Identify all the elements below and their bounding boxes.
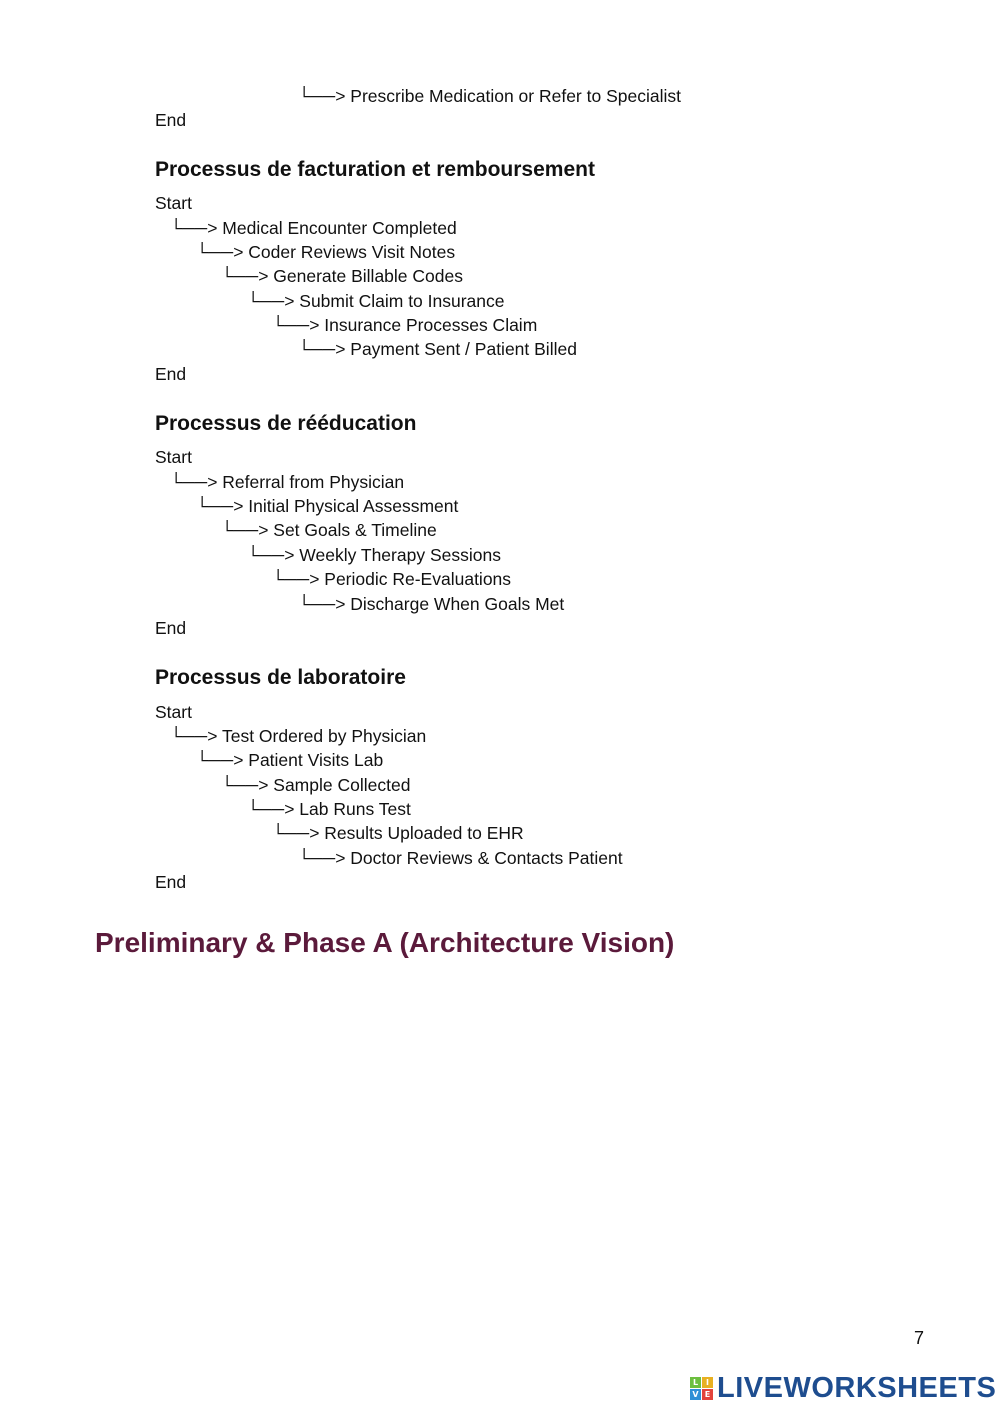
flow-step: └──> Coder Reviews Visit Notes bbox=[196, 242, 456, 262]
flow-step: └──> Set Goals & Timeline bbox=[221, 520, 437, 540]
flow-step: └──> Lab Runs Test bbox=[247, 799, 411, 819]
section-title-rehab: Processus de rééducation bbox=[155, 412, 417, 435]
logo-mark-icon bbox=[690, 1377, 713, 1400]
flow-step: └──> Results Uploaded to EHR bbox=[272, 823, 524, 843]
flow-step: └──> Patient Visits Lab bbox=[196, 750, 384, 770]
section-heading: Preliminary & Phase A (Architecture Vision) bbox=[95, 927, 675, 958]
flow-step: └──> Test Ordered by Physician bbox=[170, 726, 427, 746]
flow-start: Start bbox=[155, 447, 192, 467]
logo-letter: I bbox=[702, 1377, 713, 1388]
flow-step: └──> Submit Claim to Insurance bbox=[247, 291, 505, 311]
liveworksheets-logo[interactable] bbox=[690, 1372, 996, 1404]
flow-step: └──> Insurance Processes Claim bbox=[272, 315, 538, 335]
flow-step: └──> Doctor Reviews & Contacts Patient bbox=[298, 848, 623, 868]
flow-end: End bbox=[155, 618, 187, 638]
flow-step: └──> Referral from Physician bbox=[170, 472, 405, 492]
flow-step: └──> Payment Sent / Patient Billed bbox=[298, 339, 577, 359]
flow-step: └──> Sample Collected bbox=[221, 775, 411, 795]
flow-end: End bbox=[155, 364, 187, 384]
flow-end: End bbox=[155, 872, 187, 892]
flow-step: └──> Initial Physical Assessment bbox=[196, 496, 459, 516]
logo-text: LIVEWORKSHEETS bbox=[717, 1371, 997, 1404]
flow-step: └──> Periodic Re-Evaluations bbox=[272, 569, 512, 589]
page-number: 7 bbox=[914, 1328, 925, 1348]
flow-step: └──> Weekly Therapy Sessions bbox=[247, 545, 501, 565]
logo-letter: E bbox=[702, 1389, 713, 1400]
section-title-lab: Processus de laboratoire bbox=[155, 666, 406, 689]
flow-start: Start bbox=[155, 193, 192, 213]
flow-start: Start bbox=[155, 702, 192, 722]
flow-step: └──> Medical Encounter Completed bbox=[170, 218, 457, 238]
logo-letter: L bbox=[690, 1377, 701, 1388]
flow-step: └──> Prescribe Medication or Refer to Specialist bbox=[298, 86, 681, 106]
flow-step: └──> Discharge When Goals Met bbox=[298, 594, 565, 614]
logo-letter: V bbox=[690, 1389, 701, 1400]
section-title-billing: Processus de facturation et remboursement bbox=[155, 158, 595, 181]
flow-step: └──> Generate Billable Codes bbox=[221, 266, 463, 286]
flow-end: End bbox=[155, 110, 187, 130]
